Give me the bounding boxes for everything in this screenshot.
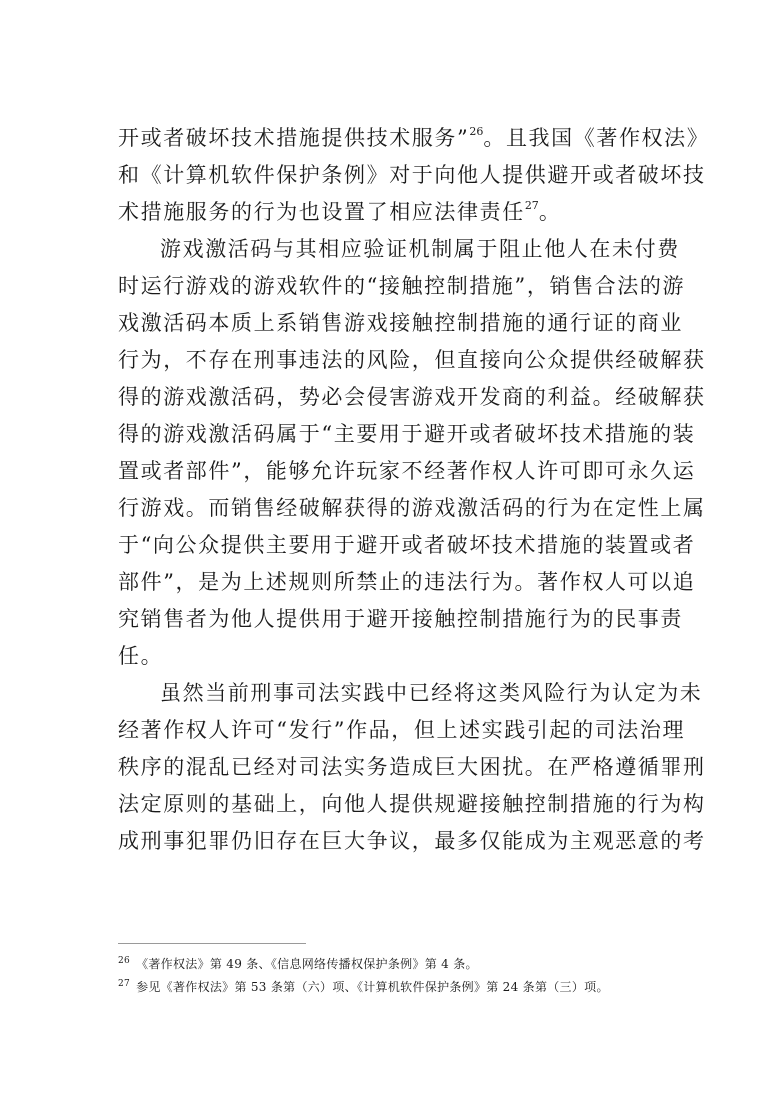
body-line-19: 法定原则的基础上，向他人提供规避接触控制措施的行为构 [118, 792, 706, 816]
body-line-13: 部件”，是为上述规则所禁止的违法行为。著作权人可以追 [118, 570, 696, 594]
body-line-6: 戏激活码本质上系销售游戏接触控制措施的通行证的商业 [118, 311, 683, 335]
footnote-text: 《著作权法》第 49 条、《信息网络传播权保护条例》第 4 条。 [136, 957, 478, 971]
body-line-18: 秩序的混乱已经对司法实务造成巨大困扰。在严格遵循罪刑 [118, 755, 706, 779]
body-line-9: 得的游戏激活码属于“主要用于避开或者破坏技术措施的装 [118, 422, 696, 446]
body-line-15: 任。 [118, 644, 164, 668]
footnote-27 [118, 979, 609, 997]
body-line-17: 经著作权人许可“发行”作品，但上述实践引起的司法治理 [118, 718, 686, 742]
footnote-number: 27 [118, 979, 131, 989]
body-line-14: 究销售者为他人提供用于避开接触控制措施行为的民事责 [118, 607, 683, 631]
body-line-5: 时运行游戏的游戏软件的“接触控制措施”，销售合法的游 [118, 274, 686, 298]
body-line-16: 虽然当前刑事司法实践中已经将这类风险行为认定为未 [160, 681, 703, 705]
footnote-separator [118, 943, 306, 944]
body-line-11: 行游戏。而销售经破解获得的游戏激活码的行为在定性上属 [118, 496, 706, 520]
footnote-text: 参见《著作权法》第 53 条第（六）项、《计算机软件保护条例》第 24 条第（三）项。 [136, 980, 609, 994]
body-line-1: 开或者破坏技术措施提供技术服务”$^{26}$。且我国《著作权法》 [118, 125, 710, 150]
body-line-7: 行为，不存在刑事违法的风险，但直接向公众提供经破解获 [118, 348, 706, 372]
body-line-10: 置或者部件”，能够允许玩家不经著作权人许可即可永久运 [118, 459, 696, 483]
body-line-3: 术措施服务的行为也设置了相应法律责任$^{27}$。 [118, 199, 562, 224]
body-line-12: 于“向公众提供主要用于避开或者破坏技术措施的装置或者 [118, 533, 696, 557]
body-line-8: 得的游戏激活码，势必会侵害游戏开发商的利益。经破解获 [118, 385, 706, 409]
footnote-26 [118, 956, 478, 974]
body-line-2: 和《计算机软件保护条例》对于向他人提供避开或者破坏技 [118, 163, 706, 187]
footnote-ref-27[interactable]: 27 [524, 199, 539, 212]
body-line-4: 游戏激活码与其相应验证机制属于阻止他人在未付费 [160, 237, 680, 261]
footnote-number: 26 [118, 956, 131, 966]
footnote-ref-26[interactable]: 26 [469, 125, 484, 138]
body-line-20: 成刑事犯罪仍旧存在巨大争议，最多仅能成为主观恶意的考 [118, 829, 706, 853]
